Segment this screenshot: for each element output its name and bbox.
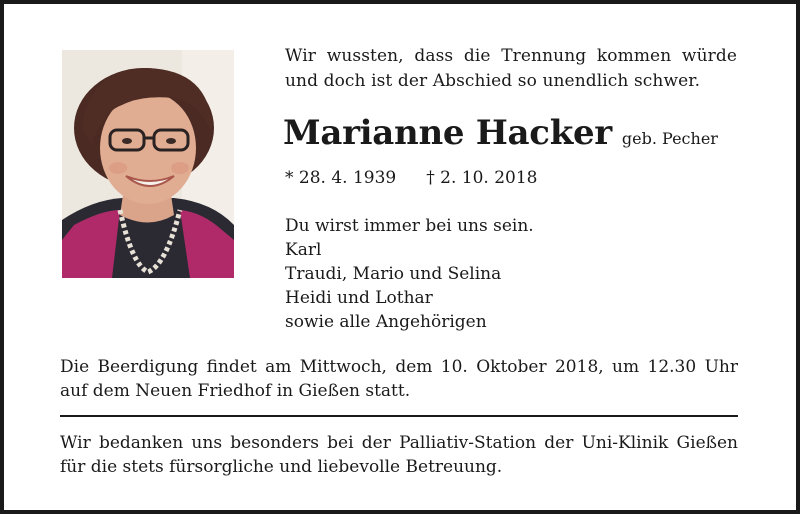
funeral-line-1: Die Beerdigung findet am Mittwoch, dem 10. Oktober 2018, um 12.30 Uhr [60, 357, 738, 377]
thanks-note [60, 431, 738, 479]
memorial-quote [285, 44, 737, 94]
deceased-name-row [283, 113, 718, 153]
funeral-info [60, 355, 738, 403]
mourner-line: Du wirst immer bei uns sein. [285, 216, 534, 236]
birth-date: * 28. 4. 1939 [285, 168, 397, 188]
quote-line-2: und doch ist der Abschied so unendlich schwer. [285, 71, 701, 91]
mourner-line: sowie alle Angehörigen [285, 312, 487, 332]
mourner-line: Traudi, Mario und Selina [285, 264, 502, 284]
divider [60, 415, 738, 417]
deceased-name: Marianne Hacker [283, 113, 612, 153]
funeral-line-2: auf dem Neuen Friedhof in Gießen statt. [60, 381, 411, 401]
thanks-line-1: Wir bedanken uns besonders bei der Palliativ-Station der Uni-Klinik Gießen [60, 433, 738, 453]
thanks-line-2: für die stets fürsorgliche und liebevolle Betreuung. [60, 457, 503, 477]
mourner-line: Karl [285, 240, 322, 260]
mourners-list [285, 214, 534, 334]
quote-line-1: Wir wussten, dass die Trennung kommen würde [285, 46, 737, 66]
life-dates [285, 168, 537, 188]
portrait-photo [62, 50, 234, 278]
maiden-name: geb. Pecher [621, 129, 718, 148]
portrait-illustration [62, 50, 234, 278]
death-date: † 2. 10. 2018 [426, 168, 538, 188]
mourner-line: Heidi und Lothar [285, 288, 433, 308]
